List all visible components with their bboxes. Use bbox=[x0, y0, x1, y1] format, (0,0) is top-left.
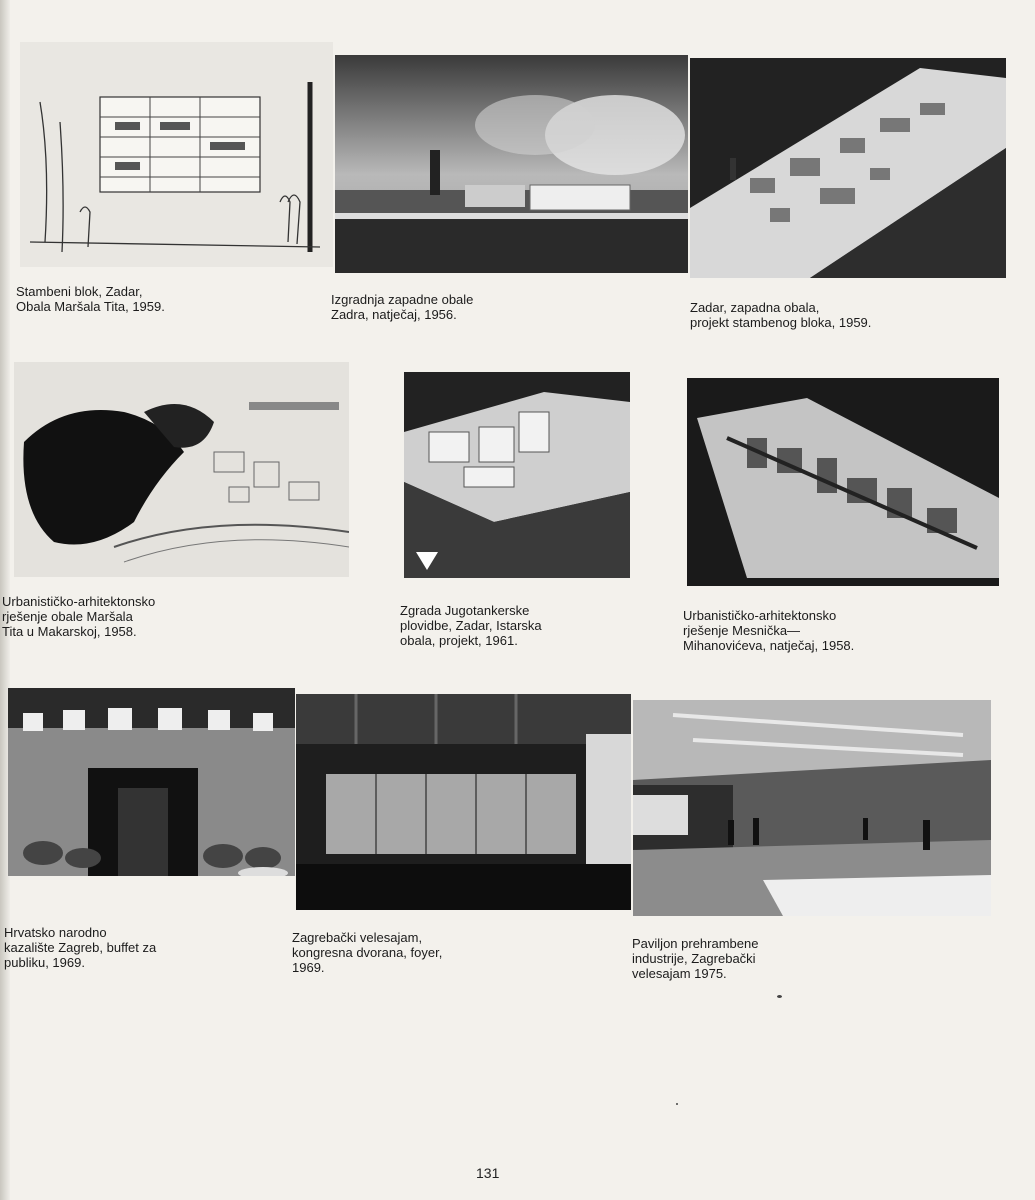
caption-line: obala, projekt, 1961. bbox=[400, 633, 518, 648]
caption-line: publiku, 1969. bbox=[4, 955, 85, 970]
caption-line: industrije, Zagrebački bbox=[632, 951, 756, 966]
figure-3-model bbox=[690, 58, 1006, 278]
caption-line: projekt stambenog bloka, 1959. bbox=[690, 315, 872, 330]
caption-line: Zadra, natječaj, 1956. bbox=[331, 307, 457, 322]
figure-2-photo bbox=[335, 55, 688, 273]
caption-line: kongresna dvorana, foyer, bbox=[292, 945, 443, 960]
caption-line: Tita u Makarskoj, 1958. bbox=[2, 624, 137, 639]
caption-line: kazalište Zagreb, buffet za bbox=[4, 940, 157, 955]
figure-1-sketch bbox=[20, 42, 333, 267]
page-number: 131 bbox=[476, 1165, 500, 1181]
figure-9-photo bbox=[633, 700, 991, 916]
caption-line: Mihanovićeva, natječaj, 1958. bbox=[683, 638, 855, 653]
caption-line: Zgrada Jugotankerske bbox=[400, 603, 530, 618]
caption-line: 1969. bbox=[292, 960, 325, 975]
caption-figure-2 bbox=[331, 292, 473, 322]
caption-line: Paviljon prehrambene bbox=[632, 936, 759, 951]
caption-line: plovidbe, Zadar, Istarska bbox=[400, 618, 542, 633]
caption-line: rješenje Mesnička— bbox=[683, 623, 801, 638]
figure-5-model bbox=[404, 372, 630, 578]
figure-6-model bbox=[687, 378, 999, 586]
caption-line: Zagrebački velesajam, bbox=[292, 930, 423, 945]
figure-4-plan bbox=[14, 362, 349, 577]
caption-figure-6 bbox=[683, 608, 854, 653]
caption-line: Hrvatsko narodno bbox=[4, 925, 107, 940]
caption-figure-9 bbox=[632, 936, 758, 981]
caption-line: Urbanističko-arhitektonsko bbox=[2, 594, 156, 609]
figure-7-photo bbox=[8, 688, 295, 876]
caption-figure-4 bbox=[2, 594, 155, 639]
caption-line: Urbanističko-arhitektonsko bbox=[683, 608, 837, 623]
print-speck bbox=[676, 1103, 678, 1105]
caption-figure-3 bbox=[690, 300, 871, 330]
caption-figure-1 bbox=[16, 284, 165, 314]
caption-line: Izgradnja zapadne obale bbox=[331, 292, 474, 307]
print-speck bbox=[777, 995, 782, 998]
caption-line: Zadar, zapadna obala, bbox=[690, 300, 820, 315]
caption-line: Stambeni blok, Zadar, bbox=[16, 284, 143, 299]
caption-figure-8 bbox=[292, 930, 442, 975]
caption-line: rješenje obale Maršala bbox=[2, 609, 133, 624]
caption-figure-7 bbox=[4, 925, 156, 970]
caption-line: velesajam 1975. bbox=[632, 966, 727, 981]
caption-line: Obala Maršala Tita, 1959. bbox=[16, 299, 165, 314]
caption-figure-5 bbox=[400, 603, 542, 648]
figure-8-photo bbox=[296, 694, 631, 910]
